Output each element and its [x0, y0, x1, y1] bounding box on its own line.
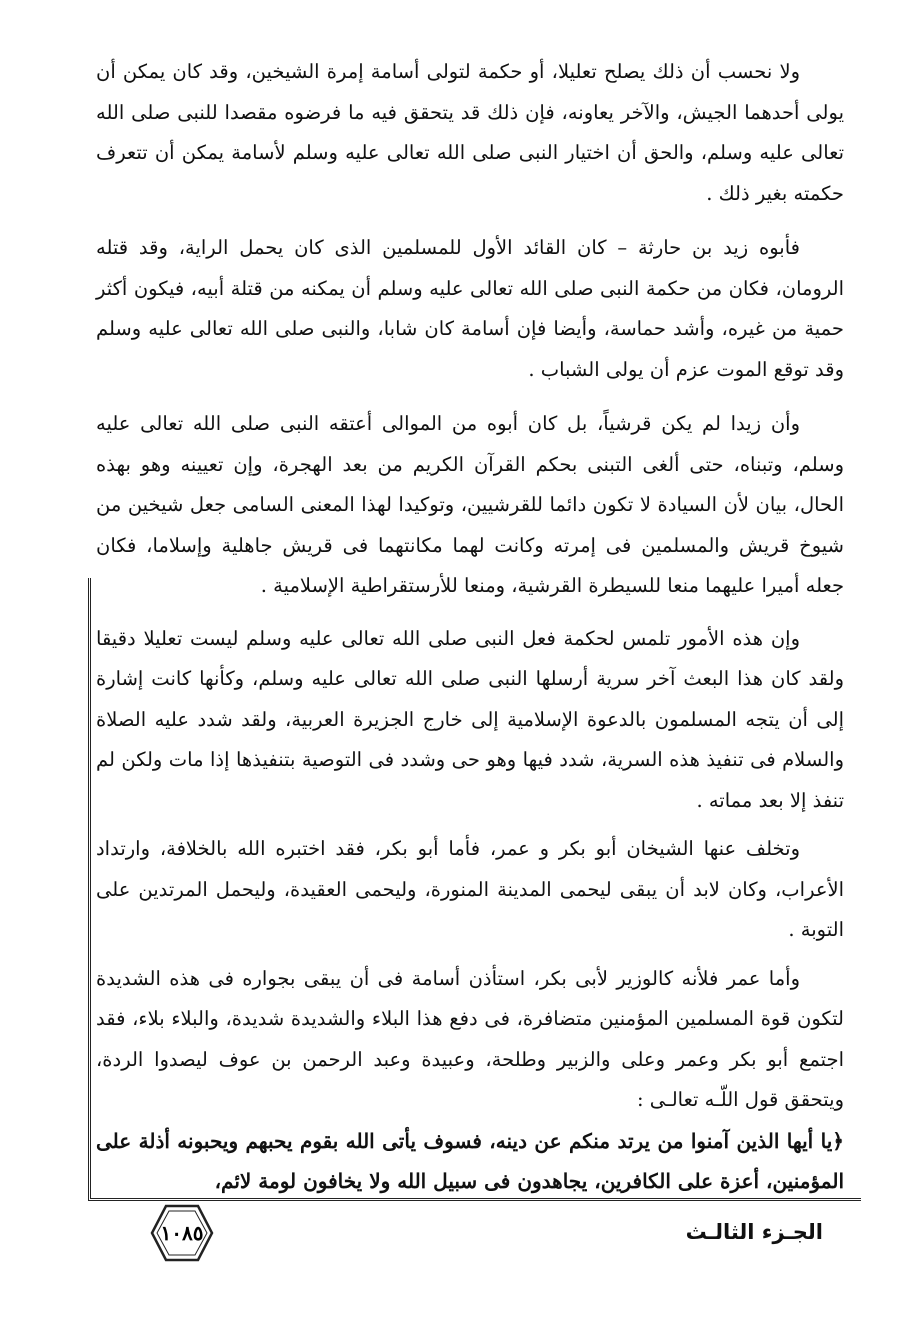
paragraph-3: وأن زيدا لم يكن قرشياً، بل كان أبوه من الموالى أعتقه النبى صلى الله تعالى عليه وسلم، وتبناه، حتى ألغى التبنى بحكم القرآن الكريم من بعد الهجرة، وإن تعيينه وهو بهذه الحال، بيان لأن السيادة لا تكون دائما للقرشيين، وتوكيدا لهذا المعنى السامى جعل شيخين من شيوخ قريش والمسلمين فى إمرته وكانت لهما مكانتهما فى قريش جاهلية وإسلاما، فكان جعله أميرا عليهما منعا للسيطرة القرشية، ومنعا للأرستقراطية الإسلامية . — [96, 412, 844, 597]
paragraph-1: ولا نحسب أن ذلك يصلح تعليلا، أو حكمة لتولى أسامة إمرة الشيخين، وقد كان يمكن أن يولى أحدهما الجيش، والآخر يعاونه، فإن ذلك قد يتحقق فيه ما فرضوه مقصدا للنبى صلى الله تعالى عليه وسلم، والحق أن اختيار النبى صلى الله تعالى عليه وسلم لأسامة يمكن أن تتعرف حكمته بغير ذلك . — [96, 60, 844, 205]
paragraph-5: وتخلف عنها الشيخان أبو بكر و عمر، فأما أبو بكر، فقد اختبره الله بالخلافة، وارتداد الأعراب، وكان لابد أن يبقى ليحمى المدينة المنورة، وليحمى العقيدة، وليحمل المرتدين على التوبة . — [96, 837, 844, 941]
paragraph-6: وأما عمر فلأنه كالوزير لأبى بكر، استأذن أسامة فى أن يبقى بجواره فى هذه الشديدة لتكون قوة المسلمين المؤمنين متضافرة، فى دفع هذا البلاء والشديدة شديدة، والبلاء بلاء، فقد اجتمع أبو بكر وعمر وعلى والزبير وطلحة، وعبيدة وعبد الرحمن بن عوف ليصدوا الردة، ويتحقق قول اللّـه تعالـى : — [96, 966, 844, 1111]
body-text — [96, 52, 844, 1202]
part-title: الجـزء الثالـث — [685, 1220, 823, 1244]
paragraph-2: فأبوه زيد بن حارثة – كان القائد الأول للمسلمين الذى كان يحمل الراية، وقد قتله الرومان، فكان من حكمة النبى صلى الله تعالى عليه وسلم أن يمكنه من قتلة أبيه، فيكون أكثر حمية من غيره، وأشد حماسة، وأيضا فإن أسامة كان شابا، والنبى صلى الله تعالى عليه وسلم وقد توقع الموت عزم أن يولى الشباب . — [96, 236, 844, 381]
page-number-badge — [140, 1198, 224, 1268]
quran-verse: ﴿يا أيها الذين آمنوا من يرتد منكم عن دينه، فسوف يأتى الله بقوم يحبهم ويحبونه أذلة على المؤمنين، أعزة على الكافرين، يجاهدون فى سبيل الله ولا يخافون لومة لائم، — [96, 1128, 844, 1193]
page-number: ١٠٨٥ — [160, 1221, 204, 1245]
paragraph-4: وإن هذه الأمور تلمس لحكمة فعل النبى صلى الله تعالى عليه وسلم ليست تعليلا دقيقا ولقد كان هذا البعث آخر سرية أرسلها النبى صلى الله تعالى عليه وسلم، وكأنها كانت إشارة إلى أن يتجه المسلمون بالدعوة الإسلامية إلى خارج الجزيرة العربية، ولقد شدد عليه الصلاة والسلام فى تنفيذ هذه السرية، شدد فيها وهو حى وشدد فى التوصية بتنفيذها إذا مات ولكن لم تنفذ إلا بعد مماته . — [96, 626, 844, 812]
